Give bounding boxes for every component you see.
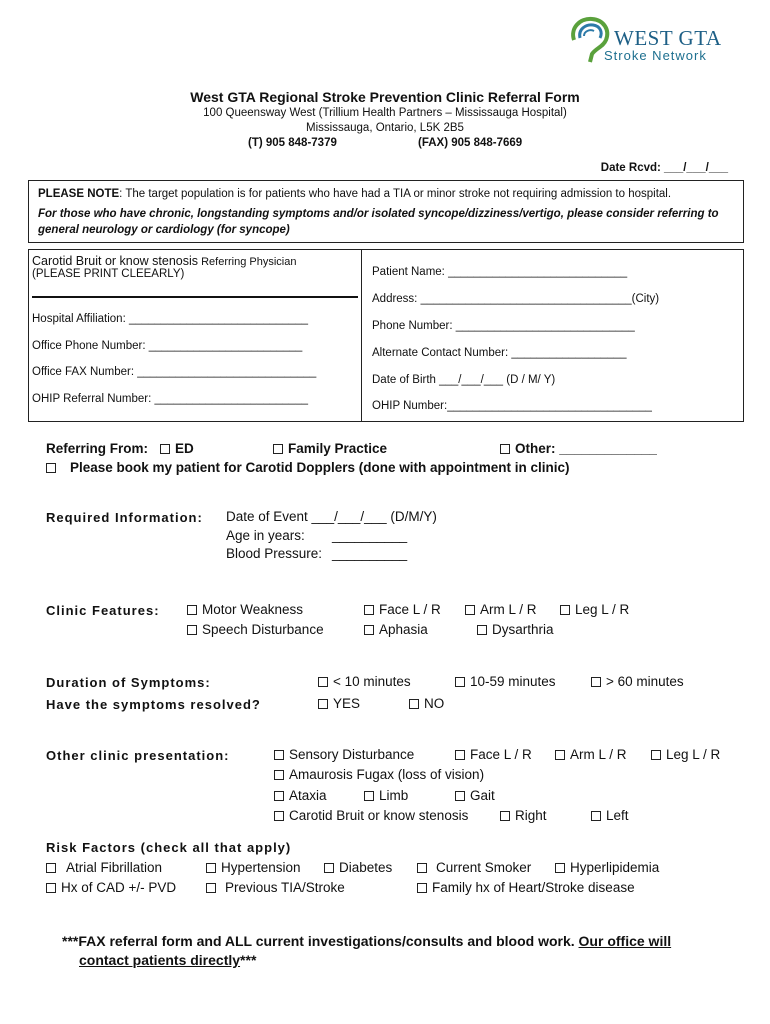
option-label: Sensory Disturbance [289,747,415,762]
checkbox[interactable] [206,863,216,873]
note-body: : The target population is for patients who have had a TIA or minor stroke not requiring admission to hospital. [119,188,672,200]
resolved-yes-option[interactable] [318,696,360,711]
required-info-label: Required Information: [46,510,203,525]
amaurosis-option[interactable] [274,767,484,782]
option-label: Speech Disturbance [202,622,324,637]
print-clearly-note: (PLEASE PRINT CLEEARLY) [32,268,185,280]
referring-other-option[interactable] [500,441,657,456]
checkbox[interactable] [274,791,284,801]
option-label: Dysarthria [492,622,554,637]
logo [566,14,736,66]
checkbox[interactable] [591,811,601,821]
limb-option[interactable] [364,788,408,803]
carotid-bruit-option[interactable] [274,808,468,823]
physician-heading-big: Carotid Bruit or know stenosis [32,254,199,268]
note-label: PLEASE NOTE [38,188,120,200]
option-label: Motor Weakness [202,602,304,617]
risk-factors-label: Risk Factors (check all that apply) [46,840,292,855]
hyperlipidemia-option[interactable] [555,860,659,875]
checkbox[interactable] [560,605,570,615]
clinic-features-label: Clinic Features: [46,603,160,618]
fax-instructions [62,932,671,970]
checkbox[interactable] [500,444,510,454]
sensory-option[interactable] [274,747,414,762]
clinic-fax: (FAX) 905 848-7669 [418,137,523,149]
leg-lr-option[interactable] [560,602,629,617]
note-italic: For those who have chronic, longstanding symptoms and/or isolated syncope/dizziness/vertigo, please consider referring to general neurology or cardiology (for syncope) [38,208,719,236]
checkbox[interactable] [477,625,487,635]
checkbox[interactable] [364,791,374,801]
checkbox[interactable] [409,699,419,709]
checkbox[interactable] [651,750,661,760]
option-label: Carotid Bruit or know stenosis [289,808,469,823]
cad-option[interactable] [46,880,176,895]
referring-family-option[interactable] [273,441,387,456]
option-label: Ataxia [289,788,327,803]
option-label: 10-59 minutes [470,674,556,689]
logo-title: WEST GTA [614,26,722,50]
date-of-event-field[interactable]: Date of Event ___/___/___ (D/M/Y) [226,509,437,524]
other-presentation-label: Other clinic presentation: [46,748,230,763]
checkbox[interactable] [274,750,284,760]
checkbox[interactable] [555,750,565,760]
office-fax-field[interactable]: Office FAX Number: ____________________________ [32,366,317,378]
diabetes-option[interactable] [324,860,392,875]
blood-pressure-label: Blood Pressure: [226,546,323,561]
checkbox[interactable] [591,677,601,687]
option-label: Gait [470,788,495,803]
option-label: Right [515,808,547,823]
checkbox[interactable] [274,811,284,821]
checkbox[interactable] [274,770,284,780]
motor-weakness-option[interactable] [187,602,303,617]
checkbox[interactable] [187,605,197,615]
date-of-birth-field[interactable]: Date of Birth ___/___/___ (D / M/ Y) [372,374,556,386]
duration-10-59-option[interactable] [455,674,556,689]
carotid-left-option[interactable] [591,808,629,823]
hypertension-option[interactable] [206,860,301,875]
blood-pressure-field[interactable]: __________ [332,546,408,561]
other-arm-option[interactable] [555,747,627,762]
option-label: Limb [379,788,409,803]
face-lr-option[interactable] [364,602,441,617]
checkbox[interactable] [465,605,475,615]
option-label: Current Smoker [436,860,532,875]
patient-address-field[interactable]: Address: _________________________________(City) [372,293,660,305]
note-text [38,188,671,200]
carotid-right-option[interactable] [500,808,547,823]
option-label: Arm L / R [480,602,537,617]
checkbox[interactable] [455,750,465,760]
checkbox[interactable] [417,863,427,873]
option-label: YES [333,696,361,711]
duration-gt60-option[interactable] [591,674,684,689]
checkbox[interactable] [417,883,427,893]
afib-option[interactable] [46,860,162,875]
referring-from-label: Referring From: [46,441,149,456]
aphasia-option[interactable] [364,622,428,637]
ataxia-option[interactable] [274,788,327,803]
ohip-referral-field[interactable]: OHIP Referral Number: ________________________ [32,393,308,405]
checkbox[interactable] [46,863,56,873]
logo-subtitle: Stroke Network [604,48,707,63]
option-label: Hypertension [221,860,301,875]
checkbox[interactable] [46,463,56,473]
referring-ed-option[interactable] [160,441,194,456]
other-leg-option[interactable] [651,747,720,762]
checkbox[interactable] [555,863,565,873]
alternate-contact-field[interactable]: Alternate Contact Number: __________________ [372,347,627,359]
checkbox[interactable] [364,625,374,635]
office-phone-field[interactable]: Office Phone Number: ________________________ [32,340,303,352]
fax-instructions-line-1 [62,932,671,951]
option-label: Previous TIA/Stroke [225,880,345,895]
option-label: Face L / R [379,602,441,617]
hospital-affiliation-field[interactable]: Hospital Affiliation: ____________________________ [32,313,309,325]
previous-tia-option[interactable] [206,880,345,895]
option-label: Amaurosis Fugax (loss of vision) [289,767,485,782]
option-label: Atrial Fibrillation [66,860,163,875]
option-label: Face L / R [470,747,532,762]
age-field[interactable]: __________ [332,528,408,543]
referring-family-label: Family Practice [288,441,388,456]
resolved-no-option[interactable] [409,696,444,711]
duration-label: Duration of Symptoms: [46,675,211,690]
speech-disturbance-option[interactable] [187,622,324,637]
checkbox[interactable] [500,811,510,821]
family-history-option[interactable] [417,880,635,895]
referring-ed-label: ED [175,441,194,456]
patient-ohip-field[interactable]: OHIP Number:________________________________ [372,400,652,412]
patient-phone-field[interactable]: Phone Number: ____________________________ [372,320,635,332]
option-label: Family hx of Heart/Stroke disease [432,880,635,895]
option-label: Left [606,808,629,823]
option-label: Arm L / R [570,747,627,762]
fax-instructions-underlined: Our office will [578,933,672,949]
option-label: NO [424,696,445,711]
fax-instructions-underlined-2: contact patients directly [79,952,241,968]
checkbox[interactable] [318,699,328,709]
option-label: Diabetes [339,860,393,875]
arm-lr-option[interactable] [465,602,537,617]
option-label: Aphasia [379,622,428,637]
referring-other-label: Other: _____________ [515,441,657,456]
patient-name-field[interactable]: Patient Name: ____________________________ [372,266,628,278]
physician-heading-small: Referring Physician [198,256,297,268]
checkbox[interactable] [318,677,328,687]
checkbox[interactable] [455,677,465,687]
fax-instructions-line-2 [62,951,671,970]
checkbox[interactable] [187,625,197,635]
gait-option[interactable] [455,788,495,803]
column-divider [361,249,362,422]
checkbox[interactable] [46,883,56,893]
fax-instructions-tail: *** [240,952,257,968]
form-title: West GTA Regional Stroke Prevention Clinic Referral Form [190,89,580,105]
checkbox[interactable] [324,863,334,873]
option-label: Leg L / R [575,602,630,617]
physician-signature-line [32,296,358,298]
option-label: Hyperlipidemia [570,860,660,875]
dysarthria-option[interactable] [477,622,554,637]
smoker-option[interactable] [417,860,531,875]
checkbox[interactable] [364,605,374,615]
checkbox[interactable] [455,791,465,801]
option-label: < 10 minutes [333,674,411,689]
dopplers-option[interactable] [46,460,570,475]
other-face-option[interactable] [455,747,532,762]
checkbox[interactable] [160,444,170,454]
option-label: > 60 minutes [606,674,684,689]
date-received[interactable]: Date Rcvd: ___/___/___ [600,162,728,174]
option-label: Leg L / R [666,747,721,762]
dopplers-label: Please book my patient for Carotid Dopplers (done with appointment in clinic) [70,460,570,475]
address-line-1: 100 Queensway West (Trillium Health Partners – Mississauga Hospital) [203,107,567,119]
checkbox[interactable] [206,883,216,893]
address-line-2: Mississauga, Ontario, L5K 2B5 [306,122,464,134]
age-label: Age in years: [226,528,305,543]
duration-lt10-option[interactable] [318,674,411,689]
option-label: Hx of CAD +/- PVD [61,880,177,895]
resolved-label: Have the symptoms resolved? [46,697,261,712]
clinic-phone: (T) 905 848-7379 [248,137,337,149]
checkbox[interactable] [273,444,283,454]
fax-instructions-text: ***FAX referral form and ALL current investigations/consults and blood work. [62,933,579,949]
